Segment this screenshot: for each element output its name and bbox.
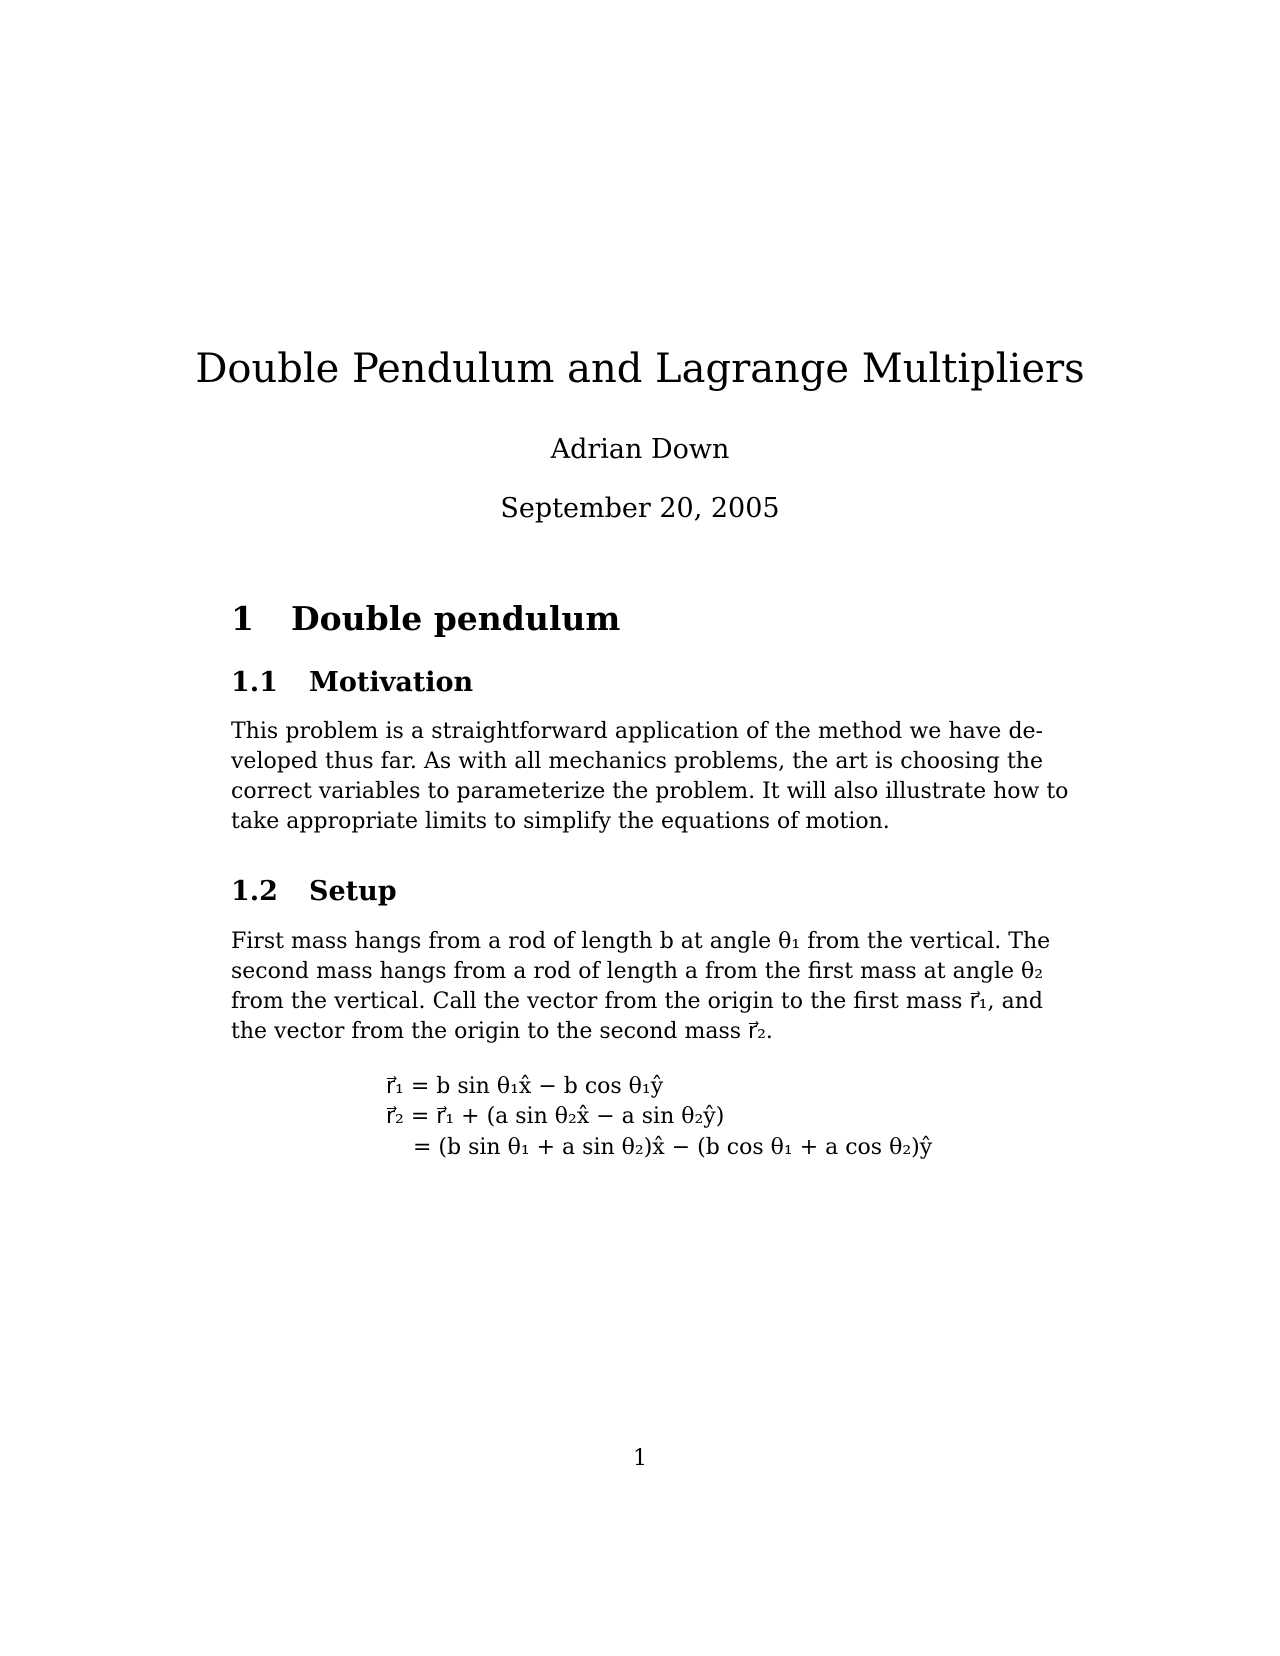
motivation-paragraph (231, 717, 1069, 837)
subsection-heading-motivation (231, 667, 473, 699)
paragraph-line: from the vertical. Call the vector from the origin to the first mass r⃗₁, and (231, 989, 1043, 1014)
subsection-title: Motivation (309, 667, 474, 698)
paper-date: September 20, 2005 (500, 493, 780, 524)
section-heading (231, 599, 620, 639)
paragraph-line: First mass hangs from a rod of length b at angle θ₁ from the vertical. The (231, 929, 1051, 954)
setup-paragraph (231, 927, 1051, 1047)
subsection-number: 1.2 (231, 876, 278, 907)
equation-r1: r⃗₁ = b sin θ₁x̂ − b cos θ₁ŷ (386, 1074, 664, 1099)
paper-title: Double Pendulum and Lagrange Multipliers (195, 346, 1085, 392)
paragraph-line: correct variables to parameterize the problem. It will also illustrate how to (231, 779, 1069, 804)
subsection-heading-setup (231, 876, 397, 908)
paragraph-line: take appropriate limits to simplify the equations of motion. (231, 809, 890, 834)
paragraph-line: the vector from the origin to the second mass r⃗₂. (231, 1019, 773, 1044)
subsection-number: 1.1 (231, 667, 278, 698)
section-title: Double pendulum (291, 599, 621, 638)
page-number: 1 (633, 1446, 647, 1471)
section-number: 1 (231, 599, 254, 638)
paragraph-line: veloped thus far. As with all mechanics problems, the art is choosing the (231, 749, 1043, 774)
paragraph-line: second mass hangs from a rod of length a from the first mass at angle θ₂ (231, 959, 1044, 984)
author-name: Adrian Down (550, 434, 730, 465)
subsection-title: Setup (309, 876, 397, 907)
paragraph-line: This problem is a straightforward application of the method we have de- (231, 719, 1043, 744)
equation-r2: r⃗₂ = r⃗₁ + (a sin θ₂x̂ − a sin θ₂ŷ) (386, 1104, 725, 1129)
equation-r2-expanded: = (b sin θ₁ + a sin θ₂)x̂ − (b cos θ₁ + a cos θ₂)ŷ (413, 1135, 933, 1160)
